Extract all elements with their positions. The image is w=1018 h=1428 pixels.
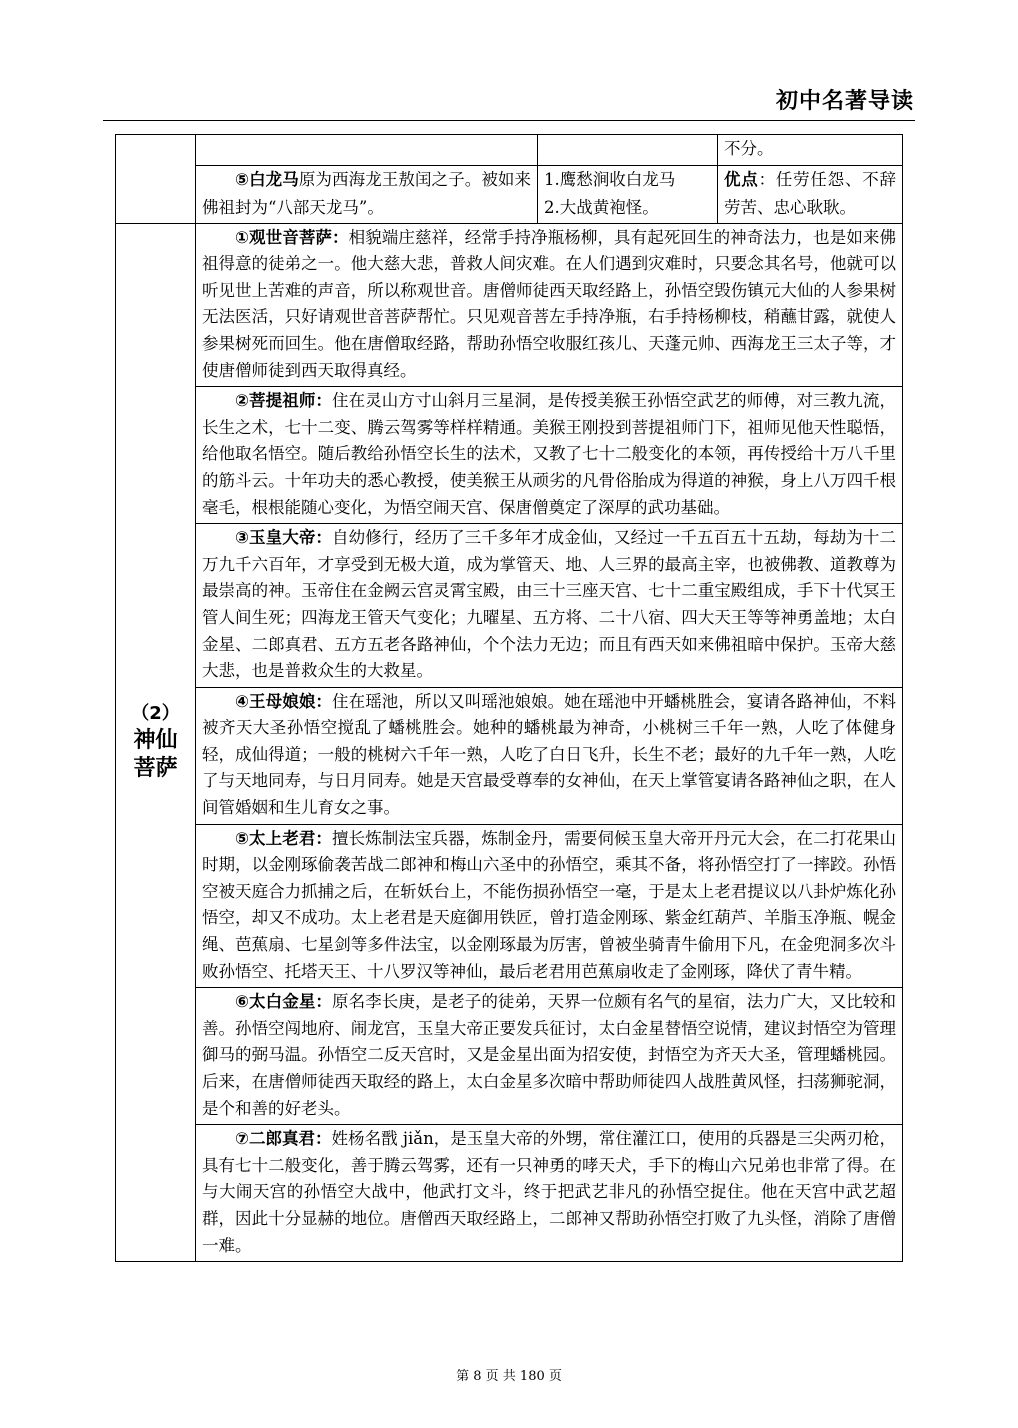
table-row bbox=[116, 824, 903, 988]
table-row bbox=[116, 223, 903, 387]
events-cell bbox=[538, 165, 718, 223]
entry-cell bbox=[196, 824, 903, 988]
entry-name: ④王母娘娘： bbox=[235, 691, 333, 711]
table-row bbox=[116, 1125, 903, 1262]
entry-text: 自幼修行，经历了三千多年才成金仙，又经过一千五百五十五劫，每劫为十二万九千六百年，才享受到无极大道，成为掌管天、地、人三界的最高主宰，也被佛教、道教尊为最崇高的神。玉帝住在金阙云宫灵霄宝殿，由三十三座天宫、七十二重宝殿组成，手下十代冥王管人间生死；四海龙王管天气变化；九曜星、五方将、二十八宿、四大天王等等神勇盖地；太白金星、二郎真君、五方五老各路神仙，个个法力无边；而且有西天如来佛祖暗中保护。玉帝大慈大悲，也是普救众生的大救星。 bbox=[202, 528, 896, 681]
merit-text: 任劳任怨、不辞劳苦、忠心耿耿。 bbox=[724, 169, 897, 217]
entry-text: 原名李长庚，是老子的徒弟，天界一位颇有名气的星宿，法力广大，又比较和善。孙悟空闯地府、闹龙宫，玉皇大帝正要发兵征讨，太白金星替悟空说情，建议封悟空为管理御马的弼马温。孙悟空二反天宫时，又是金星出面为招安使，封悟空为齐天大圣，管理蟠桃园。后来，在唐僧师徒西天取经的路上，太白金星多次暗中帮助师徒四人战胜黄风怪，扫荡狮驼洞，是个和善的好老头。 bbox=[202, 992, 896, 1118]
entry-paragraph bbox=[196, 224, 902, 387]
entry-name: ③玉皇大帝： bbox=[235, 528, 333, 548]
entry-paragraph bbox=[196, 825, 902, 988]
content-table bbox=[115, 134, 903, 1262]
events-list bbox=[538, 166, 717, 223]
character-name: 白龙马 bbox=[249, 169, 299, 189]
merit-paragraph bbox=[718, 166, 902, 223]
entry-cell bbox=[196, 988, 903, 1125]
table-row bbox=[116, 165, 903, 223]
entry-cell bbox=[196, 524, 903, 688]
entry-name: ⑥太白金星： bbox=[235, 992, 333, 1012]
merit-label: 优点 bbox=[724, 169, 759, 189]
table-row bbox=[116, 524, 903, 688]
empty-cell bbox=[538, 135, 718, 166]
entry-name: ②菩提祖师： bbox=[235, 391, 333, 411]
merit-text: 不分。 bbox=[724, 139, 774, 158]
character-paragraph bbox=[196, 166, 537, 223]
entry-paragraph bbox=[196, 988, 902, 1124]
character-cell bbox=[196, 165, 538, 223]
entry-cell bbox=[196, 687, 903, 824]
table-row bbox=[116, 387, 903, 524]
category-name: 神仙菩萨 bbox=[133, 728, 178, 782]
table-row bbox=[116, 988, 903, 1125]
merit-cell bbox=[718, 135, 903, 166]
entry-name: ①观世音菩萨： bbox=[235, 227, 349, 247]
entry-text: 擅长炼制法宝兵器，炼制金丹，需要伺候玉皇大帝开丹元大会，在二打花果山时期，以金刚琢偷袭苦战二郎神和梅山六圣中的孙悟空，乘其不备，将孙悟空打了一摔跤。孙悟空被天庭合力抓捕之后，在斩妖台上，不能伤损孙悟空一毫，于是太上老君提议以八卦炉炼化孙悟空，却又不成功。太上老君是天庭御用铁匠，曾打造金刚琢、紫金红葫芦、羊脂玉净瓶、幌金绳、芭蕉扇、七星剑等多件法宝，以金刚琢最为厉害，曾被坐骑青牛偷用下凡，在金兜洞多次斗败孙悟空、托塔天王、十八罗汉等神仙，最后老君用芭蕉扇收走了金刚琢，降伏了青牛精。 bbox=[202, 828, 896, 981]
header-rule bbox=[103, 120, 915, 121]
entry-cell bbox=[196, 223, 903, 387]
empty-category-cell bbox=[116, 135, 196, 224]
table-row bbox=[116, 135, 903, 166]
entry-name: ⑦二郎真君： bbox=[235, 1129, 332, 1149]
page-header-title: 初中名著导读 bbox=[775, 89, 914, 114]
entry-paragraph bbox=[196, 524, 902, 687]
empty-cell bbox=[196, 135, 538, 166]
entry-text: 姓杨名戬 jiǎn，是玉皇大帝的外甥，常住灌江口，使用的兵器是三尖两刃枪，具有七十二般变化，善于腾云驾雾，还有一只神勇的哮天犬，手下的梅山六兄弟也非常了得。在与大闹天宫的孙悟空大战中，他武打文斗，终于把武艺非凡的孙悟空捉住。他在天宫中武艺超群，因此十分显赫的地位。唐僧西天取经路上，二郎神又帮助孙悟空打败了九头怪，消除了唐僧一难。 bbox=[202, 1129, 896, 1255]
category-cell bbox=[116, 223, 196, 1262]
page-footer: 第 8 页 共 180 页 bbox=[456, 1369, 562, 1384]
category-number: （2） bbox=[131, 703, 180, 725]
event-item: 2.大战黄袍怪。 bbox=[544, 197, 659, 217]
entry-paragraph bbox=[196, 1125, 902, 1261]
entry-paragraph bbox=[196, 688, 902, 824]
entry-cell bbox=[196, 387, 903, 524]
entry-name: ⑤太上老君： bbox=[235, 828, 333, 848]
entry-cell bbox=[196, 1125, 903, 1262]
character-description: 原为西海龙王敖闰之子。被如来佛祖封为“八部天龙马”。 bbox=[202, 169, 532, 217]
entry-text: 住在瑶池，所以又叫瑶池娘娘。她在瑶池中开蟠桃胜会，宴请各路神仙，不料被齐天大圣孙悟空搅乱了蟠桃胜会。她种的蟠桃最为神奇，小桃树三千年一熟，人吃了体健身轻，成仙得道；一般的桃树六千年一熟，人吃了白日飞升，长生不老；最好的九千年一熟，人吃了与天地同寿，与日月同寿。她是天宫最受尊奉的女神仙，在天上掌管宴请各路神仙之职，在人间管婚姻和生儿育女之事。 bbox=[202, 691, 896, 818]
character-name: ⑤ bbox=[235, 169, 250, 189]
entry-text: 相貌端庄慈祥，经常手持净瓶杨柳，具有起死回生的神奇法力，也是如来佛祖得意的徒弟之一。他大慈大悲，普救人间灾难。在人们遇到灾难时，只要念其名号，他就可以听见世上苦难的声音，所以称观世音。唐僧师徒西天取经路上，孙悟空毁伤镇元大仙的人参果树无法医活，只好请观世音菩萨帮忙。只见观音菩左手持净瓶，右手持杨柳枝，稍蘸甘露，就使人参果树死而回生。他在唐僧取经路，帮助孙悟空收服红孩儿、天蓬元帅、西海龙王三太子等，才使唐僧师徒到西天取得真经。 bbox=[202, 227, 896, 380]
merit-separator: ： bbox=[758, 169, 776, 189]
table-row bbox=[116, 687, 903, 824]
entry-paragraph bbox=[196, 387, 902, 523]
event-item: 1.鹰愁涧收白龙马 bbox=[544, 169, 676, 189]
merit-cell bbox=[718, 165, 903, 223]
entry-text: 住在灵山方寸山斜月三星洞，是传授美猴王孙悟空武艺的师傅，对三教九流，长生之术，七十二变、腾云驾雾等样样精通。美猴王刚投到菩提祖师门下，祖师见他天性聪悟，给他取名悟空。随后教给孙悟空长生的法术，又教了七十二般变化的本领，再传授给十万八千里的筋斗云。十年功夫的悉心教授，使美猴王从顽劣的凡骨俗胎成为得道的神猴，身上八万四千根毫毛，根根能随心变化，为悟空闹天宫、保唐僧奠定了深厚的武功基础。 bbox=[202, 391, 896, 517]
